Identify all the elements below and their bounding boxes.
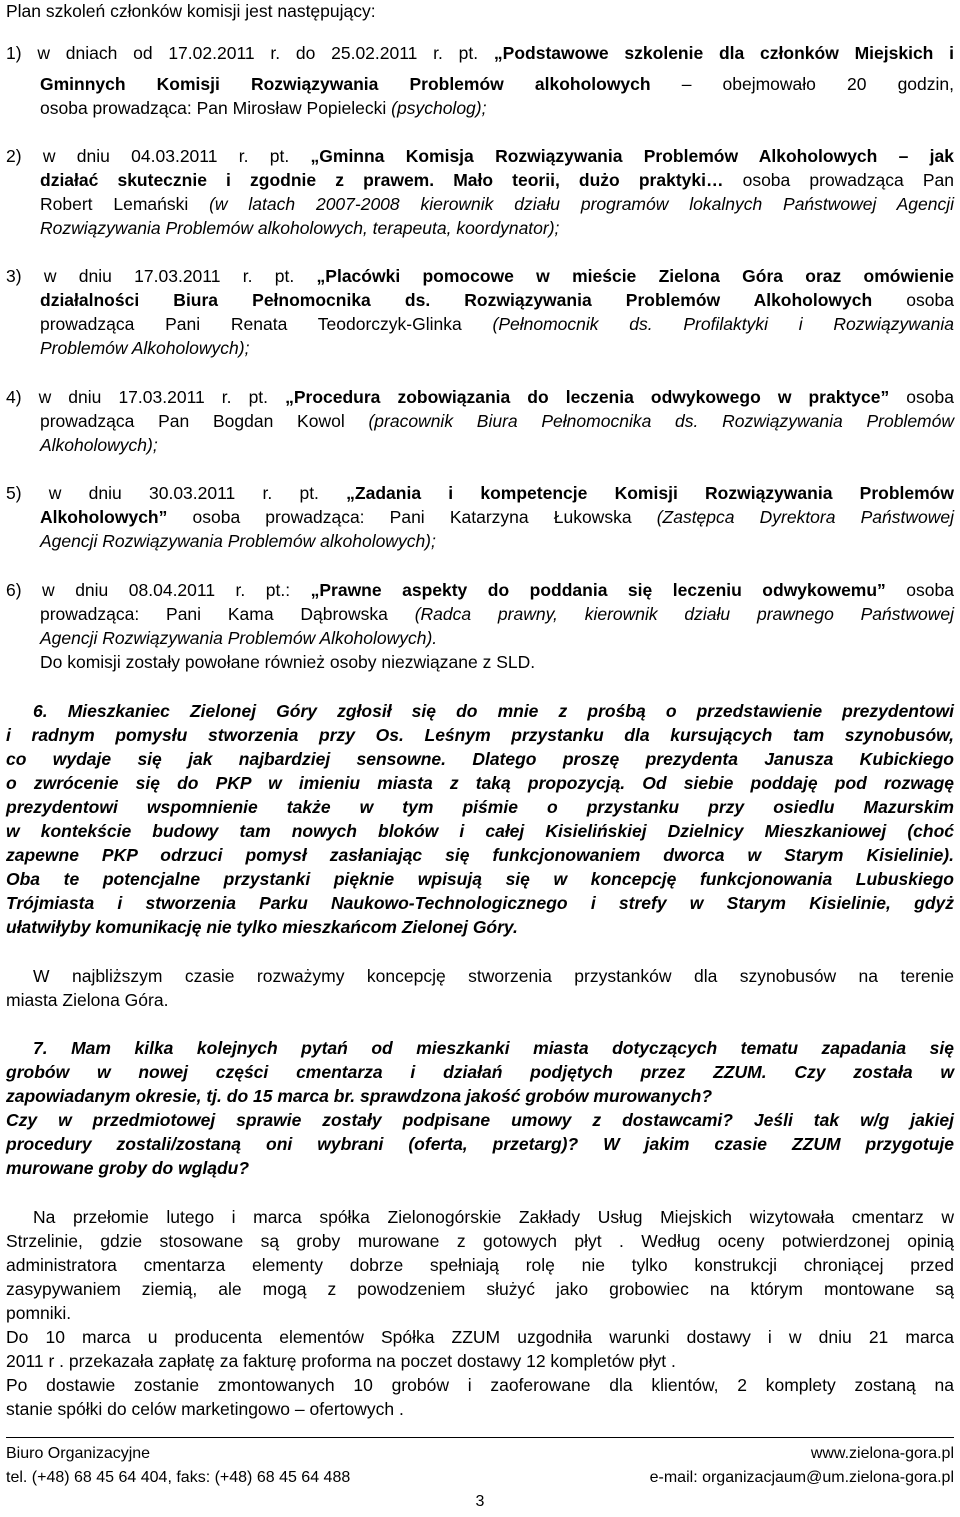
question-6-line: w kontekście budowy tam nowych bloków i całej Kisielińskiej Dzielnicy Mieszkaniowej (choć: [6, 821, 954, 841]
question-6-line: co wydaje się jak najbardziej sensowne. Dlatego proszę prezydenta Janusza Kubickiego: [6, 749, 954, 769]
question-6-line: Oba te potencjalne przystanki pięknie wpisują się w koncepcję funkcjonowania Lubuskiego: [6, 869, 954, 889]
answer-7-line: stanie spółki do celów marketingowo – ofertowych .: [6, 1399, 404, 1419]
question-6-line: zapewne PKP odrzuci pomysł zasłaniając się funkcjonowaniem dworca w Starym Kisielinie).: [6, 845, 954, 865]
training-item-5-line-2: Alkoholowych” osoba prowadząca: Pani Katarzyna Łukowska (Zastępca Dyrektora Państwowej: [40, 507, 954, 527]
question-7-line: grobów w nowej części cmentarza i działań podjętych przez ZZUM. Czy została w: [6, 1062, 954, 1082]
question-6-line: o zwrócenie się do PKP w imieniu miasta z taką propozycją. Od siebie poddaję pod rozwagę: [6, 773, 954, 793]
question-7-line: murowane groby do wglądu?: [6, 1158, 250, 1178]
question-7-line: Czy w przedmiotowej sprawie zostały podpisane umowy z dostawcami? Jeśli tak w/g jakiej: [6, 1110, 954, 1130]
footer-website-link[interactable]: www.zielona-gora.pl: [810, 1445, 954, 1462]
training-item-4-line-3: Alkoholowych);: [40, 435, 158, 455]
answer-7-line: 2011 r . przekazała zapłatę za fakturę proforma na poczet dostawy 12 kompletów płyt .: [6, 1351, 676, 1371]
footer-divider: [6, 1437, 954, 1438]
answer-7-line: Strzelinie, gdzie stosowane są groby murowane z gotowych płyt . Według oceny potwierdzonej opinią: [6, 1231, 954, 1251]
training-item-3-line-3: prowadząca Pani Renata Teodorczyk-Glinka (Pełnomocnik ds. Profilaktyki i Rozwiązywania: [40, 314, 955, 334]
question-6-line: prezydentowi wspomnienie także w tym piśmie o przystanku przy osiedlu Mazurskim: [6, 797, 954, 817]
training-item-6-line-1: 6) w dniu 08.04.2011 r. pt.: „Prawne aspekty do poddania się leczeniu odwykowemu” osoba: [6, 580, 954, 600]
training-item-2-line-1: 2) w dniu 04.03.2011 r. pt. „Gminna Komisja Rozwiązywania Problemów Alkoholowych – jak: [6, 146, 954, 166]
intro-text: Plan szkoleń członków komisji jest następujący:: [6, 1, 376, 21]
answer-6-line: miasta Zielona Góra.: [6, 990, 169, 1010]
question-6-line: ułatwiłyby komunikację nie tylko mieszkańcom Zielonej Góry.: [6, 917, 518, 937]
answer-7-line: pomniki.: [6, 1303, 72, 1323]
training-item-3-line-2: działalności Biura Pełnomocnika ds. Rozwiązywania Problemów Alkoholowych osoba: [40, 290, 954, 310]
footer-email-link[interactable]: e-mail: organizacjaum@um.zielona-gora.pl: [649, 1469, 954, 1486]
answer-7-line: Po dostawie zostanie zmontowanych 10 grobów i zaoferowane dla klientów, 2 komplety zostaną na: [6, 1375, 954, 1395]
footer-phone: tel. (+48) 68 45 64 404, faks: (+48) 68 45 64 488: [6, 1469, 351, 1486]
question-6-line: Trójmiasta i stworzenia Parku Naukowo-Technologicznego i strefy w Starym Kisielinie, gdyż: [6, 893, 954, 913]
question-6-line: 6. Mieszkaniec Zielonej Góry zgłosił się do mnie z prośbą o przedstawienie prezydentowi: [33, 701, 954, 721]
question-6-line: i radnym pomysłu stworzenia przy Os. Leśnym przystanku dla kursujących tam szynobusów,: [6, 725, 954, 745]
answer-7-line: Na przełomie lutego i marca spółka Zielonogórskie Zakłady Usług Miejskich wizytowała cmentarz w: [33, 1207, 954, 1227]
question-7-line: zapowiadanym okresie, tj. do 15 marca br. sprawdzona jakość grobów murowanych?: [6, 1086, 713, 1106]
answer-6-line: W najbliższym czasie rozważymy koncepcję stworzenia przystanków dla szynobusów na terenie: [33, 966, 954, 986]
training-item-1-line-1: 1) w dniach od 17.02.2011 r. do 25.02.2011 r. pt. „Podstawowe szkolenie dla członków Miejskich i: [6, 43, 955, 63]
footer-office: Biuro Organizacyjne: [6, 1445, 151, 1462]
training-item-4-line-1: 4) w dniu 17.03.2011 r. pt. „Procedura zobowiązania do leczenia odwykowego w praktyce” osoba: [6, 387, 954, 407]
training-item-2-line-3: Robert Lemański (w latach 2007-2008 kierownik działu programów lokalnych Państwowej Agencji: [40, 194, 954, 214]
question-7-line: procedury zostali/zostaną oni wybrani (oferta, przetarg)? W jakim czasie ZZUM przygotuje: [6, 1134, 954, 1154]
training-item-6-line-3: Agencji Rozwiązywania Problemów Alkoholowych).: [40, 628, 438, 648]
training-item-5-line-1: 5) w dniu 30.03.2011 r. pt. „Zadania i kompetencje Komisji Rozwiązywania Problemów: [6, 483, 954, 503]
answer-7-line: administratora cmentarza elementy dobrze spełniają rolę nie tylko konstrukcji chroniącej przed: [6, 1255, 954, 1275]
training-item-3-line-4: Problemów Alkoholowych);: [40, 338, 250, 358]
training-item-6-line-2: prowadząca: Pani Kama Dąbrowska (Radca prawny, kierownik działu prawnego Państwowej: [40, 604, 954, 624]
training-item-2-line-2: działać skutecznie i zgodnie z prawem. Mało teorii, dużo praktyki… osoba prowadząca Pan: [40, 170, 954, 190]
training-item-4-line-2: prowadząca Pan Bogdan Kowol (pracownik Biura Pełnomocnika ds. Rozwiązywania Problemów: [40, 411, 954, 431]
question-7-line: 7. Mam kilka kolejnych pytań od mieszkanki miasta dotyczących tematu zapadania się: [33, 1038, 954, 1058]
training-item-6-line-4: Do komisji zostały powołane również osoby niezwiązane z SLD.: [40, 652, 536, 672]
training-item-5-line-3: Agencji Rozwiązywania Problemów alkoholowych);: [40, 531, 436, 551]
answer-7-line: zasypywaniem ziemią, ale mogą z powodzeniem służyć jako grobowiec na którym montowane są: [6, 1279, 954, 1299]
page-number: 3: [475, 1493, 485, 1510]
training-item-1-line-2: Gminnych Komisji Rozwiązywania Problemów alkoholowych – obejmowało 20 godzin,: [40, 74, 954, 94]
training-item-1-line-3: osoba prowadząca: Pan Mirosław Popielecki (psycholog);: [40, 98, 487, 118]
training-item-2-line-4: Rozwiązywania Problemów alkoholowych, terapeuta, koordynator);: [40, 218, 560, 238]
answer-7-line: Do 10 marca u producenta elementów Spółka ZZUM uzgodniła warunki dostawy i w dniu 21 marca: [6, 1327, 954, 1347]
training-item-3-line-1: 3) w dniu 17.03.2011 r. pt. „Placówki pomocowe w mieście Zielona Góra oraz omówienie: [6, 266, 954, 286]
